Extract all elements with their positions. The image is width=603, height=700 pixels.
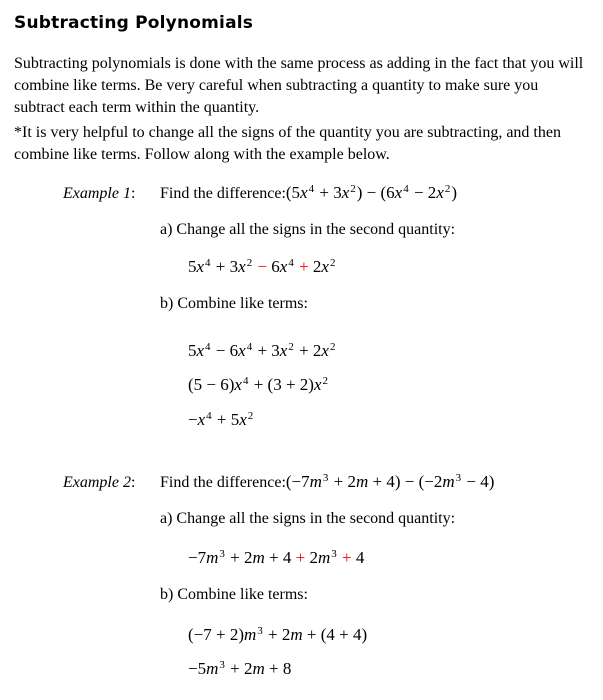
page-title: Subtracting Polynomials (14, 13, 254, 33)
example-1-header (63, 183, 457, 205)
paragraph-line: subtract each term within the quantity. (14, 99, 260, 116)
paragraph-line: *It is very helpful to change all the signs of the quantity you are subtracting, and then (14, 124, 561, 141)
intro-paragraph (14, 53, 592, 119)
example-2-header (63, 472, 494, 494)
example-2-step-b-equation-1: $(-7 + 2)m^3 + 2m + (4 + 4)$ (188, 625, 368, 644)
example-1-prompt-equation: $(5x^4 + 3x^2) - (6x^4 - 2x^2)$ (285, 183, 458, 202)
example-1-prompt: Find the difference: (160, 185, 286, 202)
paragraph-line: combine like terms. Be very careful when subtracting a quantity to make sure you (14, 77, 539, 94)
example-2-step-a-label: a) Change all the signs in the second quantity: (160, 510, 456, 527)
example-2-prompt-equation: $(-7m^3 + 2m + 4) - (-2m^3 - 4)$ (285, 472, 495, 491)
example-1-step-b-equation-2: $(5 - 6)x^4 + (3 + 2)x^2$ (188, 375, 329, 394)
example-1-step-b-equation-1: $5x^4 - 6x^4 + 3x^2 + 2x^2$ (188, 341, 336, 360)
example-1-step-b-equation-3: $-x^4 + 5x^2$ (188, 410, 254, 429)
paragraph-line: Subtracting polynomials is done with the same process as adding in the fact that you will (14, 55, 584, 72)
example-2-step-b-equation-2: $-5m^3 + 2m + 8$ (188, 659, 292, 678)
example-2-prompt: Find the difference: (160, 474, 286, 491)
note-paragraph (14, 122, 592, 166)
example-2-step-a-equation: $-7m^3 + 2m + 4 + 2m^3 + 4$ (188, 548, 365, 567)
example-2-step-b-label: b) Combine like terms: (160, 586, 308, 603)
paragraph-line: combine like terms. Follow along with the example below. (14, 146, 390, 163)
example-1-step-b-label: b) Combine like terms: (160, 295, 308, 312)
example-1-label: Example 1: (63, 185, 136, 202)
example-1-step-a-equation: $5x^4 + 3x^2 - 6x^4 + 2x^2$ (188, 257, 336, 276)
example-2-label: Example 2: (63, 474, 136, 491)
example-1-step-a-label: a) Change all the signs in the second quantity: (160, 221, 456, 238)
